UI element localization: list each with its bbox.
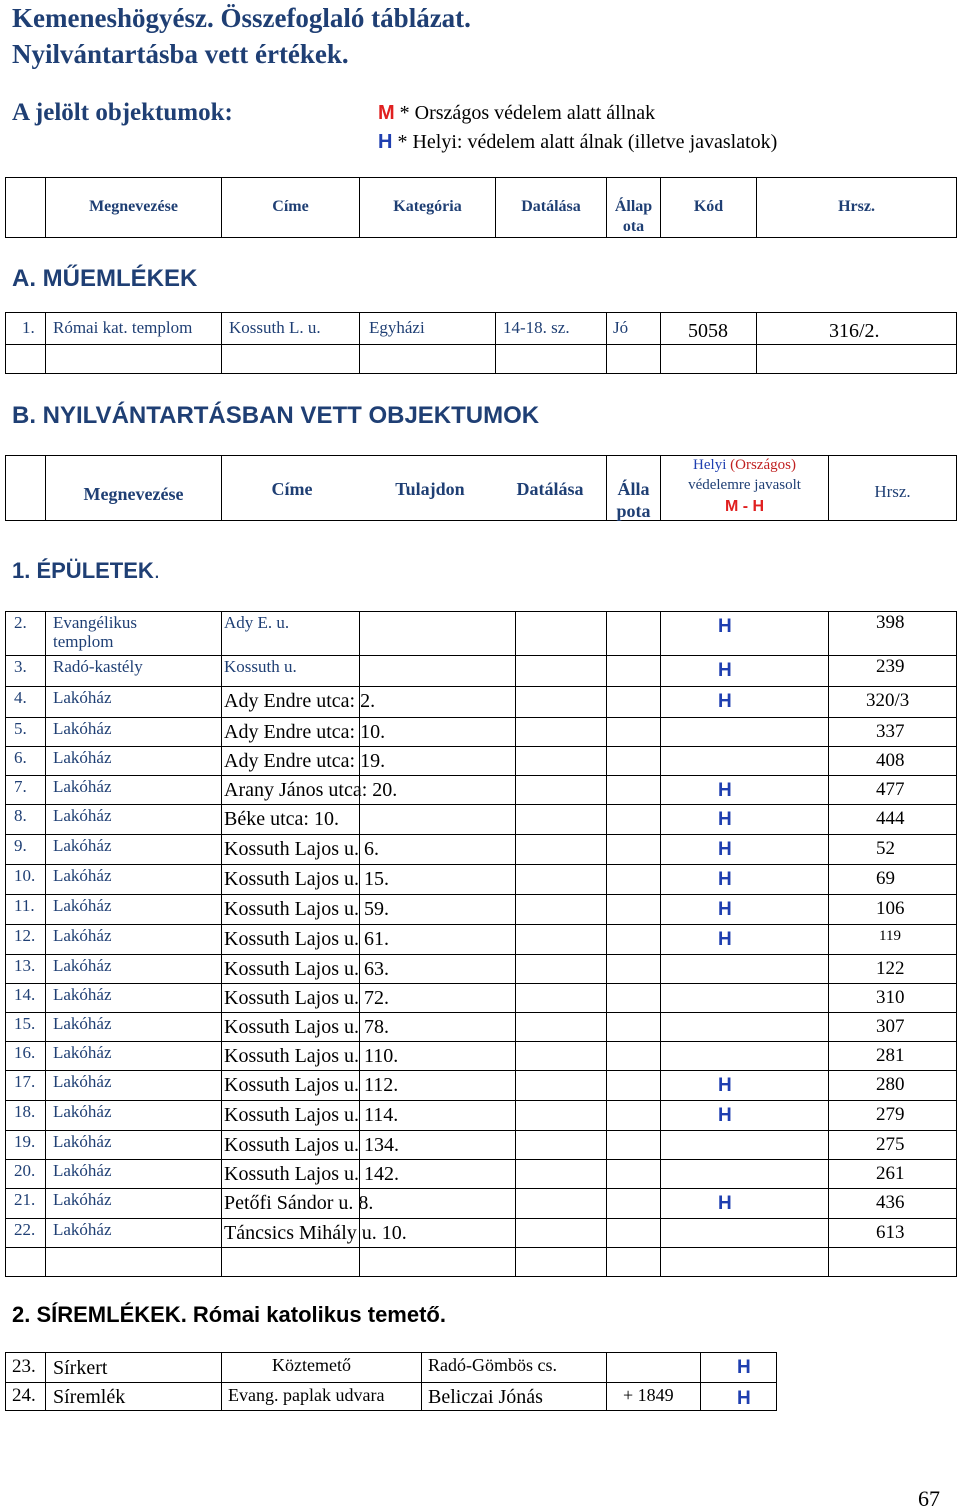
building-name: Lakóház [53, 926, 112, 945]
table-rule [5, 611, 6, 1277]
section-b1-title: 1. ÉPÜLETEK [12, 558, 154, 583]
section-b-heading: B. NYILVÁNTARTÁSBAN VETT OBJEKTUMOK [12, 402, 540, 429]
table-rule [956, 611, 957, 1277]
building-address: Ady Endre utca: 19. [224, 750, 386, 772]
building-name-line2: templom [53, 632, 114, 651]
b-header-dating: Datálása [516, 479, 584, 499]
grave-2-local-protection-icon: H [737, 1388, 751, 1409]
building-address: Kossuth Lajos u. 134. [224, 1134, 399, 1156]
row-a1-number: 1. [22, 318, 35, 337]
building-number: 8. [14, 806, 27, 825]
legend-local-text: * Helyi: védelem alatt álnak (illetve javaslatok) [392, 131, 778, 153]
building-number: 2. [14, 613, 27, 632]
building-number: 7. [14, 777, 27, 796]
header-state: Állap [614, 198, 653, 215]
table-rule [5, 1218, 957, 1219]
table-rule [5, 1247, 957, 1248]
building-hrsz: 106 [876, 898, 905, 919]
building-number: 19. [14, 1132, 36, 1151]
building-hrsz: 280 [876, 1074, 905, 1095]
building-number: 9. [14, 836, 27, 855]
building-name: Lakóház [53, 719, 112, 738]
building-name: Lakóház [53, 1220, 112, 1239]
table-rule [5, 686, 957, 687]
building-number: 20. [14, 1161, 36, 1180]
building-name: Lakóház [53, 1102, 112, 1121]
b-header-address: Címe [271, 479, 313, 499]
building-number: 5. [14, 719, 27, 738]
building-name: Lakóház [53, 956, 112, 975]
local-protection-icon: H [718, 1075, 732, 1096]
table-rule [660, 611, 661, 1277]
building-address: Béke utca: 10. [224, 808, 339, 830]
building-name: Lakóház [53, 1014, 112, 1033]
building-number: 21. [14, 1190, 36, 1209]
building-number: 13. [14, 956, 36, 975]
legend-local [378, 131, 777, 154]
table-rule [5, 1130, 957, 1131]
building-address: Kossuth Lajos u. 63. [224, 958, 389, 980]
h-mark-icon: H [378, 131, 393, 153]
building-address: Kossuth u. [224, 657, 297, 676]
building-name: Lakóház [53, 1072, 112, 1091]
b-header-proposed: védelemre javasolt [688, 477, 801, 493]
table-rule [5, 924, 957, 925]
building-name: Lakóház [53, 748, 112, 767]
grave-1-owner: Radó-Gömbös cs. [428, 1355, 557, 1375]
building-number: 6. [14, 748, 27, 767]
building-number: 18. [14, 1102, 36, 1121]
table-rule [5, 983, 957, 984]
header-dating: Datálása [521, 198, 581, 215]
building-hrsz: 444 [876, 808, 905, 829]
building-address: Kossuth Lajos u. 15. [224, 868, 389, 890]
building-name: Lakóház [53, 806, 112, 825]
table-rule [45, 611, 46, 1277]
table-rule [828, 611, 829, 1277]
building-hrsz: 239 [876, 656, 905, 677]
b-header-hrsz: Hrsz. [874, 482, 911, 501]
table-rule [5, 1041, 957, 1042]
row-a1-hrsz: 316/2. [829, 320, 880, 342]
header-address: Címe [272, 198, 309, 215]
local-protection-icon: H [718, 1193, 732, 1214]
header-name: Megnevezése [89, 198, 178, 215]
b-header-national: (Országos) [726, 457, 796, 473]
b-header-mh: M - H [724, 498, 765, 515]
header-code: Kód [693, 198, 724, 215]
building-number: 10. [14, 866, 36, 885]
building-number: 17. [14, 1072, 36, 1091]
b-header-owner: Tulajdon [395, 479, 465, 499]
grave-2-date: + 1849 [623, 1385, 674, 1405]
building-name: Lakóház [53, 688, 112, 707]
table-rule [606, 611, 607, 1277]
building-number: 14. [14, 985, 36, 1004]
grave-2-place: Evang. paplak udvara [228, 1385, 385, 1405]
building-name: Lakóház [53, 896, 112, 915]
building-address: Petőfi Sándor u. 8. [224, 1192, 374, 1214]
table-rule [5, 1070, 957, 1071]
grave-2-name: Síremlék [53, 1386, 126, 1408]
section-b2-heading: 2. SÍREMLÉKEK. Római katolikus temető. [12, 1302, 446, 1327]
table-rule [5, 1188, 957, 1189]
building-name: Lakóház [53, 777, 112, 796]
building-hrsz: 477 [876, 779, 905, 800]
local-protection-icon: H [718, 929, 732, 950]
row-a1-state: Jó [613, 318, 629, 337]
table-rule [5, 864, 957, 865]
building-hrsz: 69 [876, 868, 895, 889]
building-hrsz: 307 [876, 1016, 905, 1037]
table-rule [515, 611, 516, 1277]
building-name: Evangélikus [53, 613, 138, 632]
building-name: Lakóház [53, 1161, 112, 1180]
building-hrsz: 279 [876, 1104, 905, 1125]
building-number: 16. [14, 1043, 36, 1062]
legend-national-text: * Országos védelem alatt állnak [394, 102, 656, 124]
local-protection-icon: H [718, 809, 732, 830]
table-rule [5, 834, 957, 835]
b-header-protection [661, 457, 828, 474]
grave-2-number: 24. [12, 1385, 36, 1406]
local-protection-icon: H [718, 839, 732, 860]
local-protection-icon: H [718, 899, 732, 920]
building-address: Kossuth Lajos u. 110. [224, 1045, 399, 1067]
table-rule [5, 775, 957, 776]
building-number: 11. [14, 896, 35, 915]
row-a1-category: Egyházi [369, 318, 425, 337]
building-hrsz: 310 [876, 987, 905, 1008]
table-rule [5, 894, 957, 895]
grave-1-local-protection-icon: H [737, 1357, 751, 1378]
building-number: 15. [14, 1014, 36, 1033]
document-subtitle: Nyilvántartásba vett értékek. [12, 39, 349, 69]
building-address: Ady Endre utca: 2. [224, 690, 376, 712]
building-hrsz: 281 [876, 1045, 905, 1066]
row-a1-address: Kossuth L. u. [229, 318, 321, 337]
legend-national [378, 102, 655, 125]
local-protection-icon: H [718, 691, 732, 712]
b-header-name: Megnevezése [83, 484, 184, 504]
table-rule [5, 717, 957, 718]
table-rule [5, 1159, 957, 1160]
building-hrsz: 337 [876, 721, 905, 742]
table-rule [5, 611, 957, 612]
building-address: Ady E. u. [224, 613, 290, 632]
building-address: Kossuth Lajos u. 6. [224, 838, 379, 860]
building-address: Kossuth Lajos u. 142. [224, 1163, 399, 1185]
building-name: Radó-kastély [53, 657, 143, 676]
building-hrsz: 613 [876, 1222, 905, 1243]
b-header-local: Helyi [693, 457, 727, 473]
building-hrsz: 436 [876, 1192, 905, 1213]
building-name: Lakóház [53, 985, 112, 1004]
local-protection-icon: H [718, 616, 732, 637]
building-address: Arany János utca: 20. [224, 779, 398, 801]
table-rule [5, 1012, 957, 1013]
building-address: Ady Endre utca: 10. [224, 721, 386, 743]
document-title: Kemeneshögyész. Összefoglaló táblázat. [12, 3, 471, 33]
header-state-2: ota [622, 218, 645, 235]
page-number: 67 [918, 1486, 940, 1511]
local-protection-icon: H [718, 1105, 732, 1126]
building-hrsz: 275 [876, 1134, 905, 1155]
header-category: Kategória [393, 198, 462, 215]
building-name: Lakóház [53, 866, 112, 885]
row-a1-name: Római kat. templom [53, 318, 193, 337]
building-hrsz: 398 [876, 612, 905, 633]
m-mark-icon: M [378, 102, 395, 124]
building-number: 4. [14, 688, 27, 707]
building-hrsz: 408 [876, 750, 905, 771]
building-number: 3. [14, 657, 27, 676]
building-hrsz: 119 [879, 928, 901, 944]
table-rule [5, 954, 957, 955]
grave-1-number: 23. [12, 1356, 36, 1377]
building-name: Lakóház [53, 1132, 112, 1151]
building-address: Kossuth Lajos u. 78. [224, 1016, 389, 1038]
row-a1-dating: 14-18. sz. [503, 318, 570, 337]
building-name: Lakóház [53, 1043, 112, 1062]
legend-heading: A jelölt objektumok: [12, 99, 233, 126]
building-name: Lakóház [53, 1190, 112, 1209]
building-address: Kossuth Lajos u. 114. [224, 1104, 399, 1126]
grave-2-owner: Beliczai Jónás [428, 1386, 543, 1408]
table-rule [5, 1276, 957, 1277]
building-hrsz: 320/3 [866, 690, 910, 711]
section-b1-dot: . [153, 558, 160, 583]
table-rule [5, 1100, 957, 1101]
local-protection-icon: H [718, 780, 732, 801]
b-header-state-2: pota [616, 501, 651, 521]
building-number: 12. [14, 926, 36, 945]
table-rule [221, 611, 222, 1277]
local-protection-icon: H [718, 869, 732, 890]
building-address: Táncsics Mihály u. 10. [224, 1222, 407, 1244]
table-rule [5, 804, 957, 805]
table-rule [5, 655, 957, 656]
grave-1-name: Sírkert [53, 1357, 108, 1379]
b-header-state: Álla [617, 479, 650, 499]
building-hrsz: 261 [876, 1163, 905, 1184]
table-rule [5, 746, 957, 747]
building-address: Kossuth Lajos u. 112. [224, 1074, 399, 1096]
building-name: Lakóház [53, 836, 112, 855]
section-a-heading: A. MŰEMLÉKEK [12, 265, 198, 292]
header-hrsz: Hrsz. [838, 198, 875, 215]
building-hrsz: 52 [876, 838, 895, 859]
building-address: Kossuth Lajos u. 72. [224, 987, 389, 1009]
building-address: Kossuth Lajos u. 61. [224, 928, 389, 950]
row-a1-code: 5058 [688, 320, 728, 342]
section-b1-heading [12, 558, 160, 584]
building-number: 22. [14, 1220, 36, 1239]
grave-1-place: Köztemető [272, 1355, 351, 1375]
local-protection-icon: H [718, 660, 732, 681]
building-hrsz: 122 [876, 958, 905, 979]
building-address: Kossuth Lajos u. 59. [224, 898, 389, 920]
